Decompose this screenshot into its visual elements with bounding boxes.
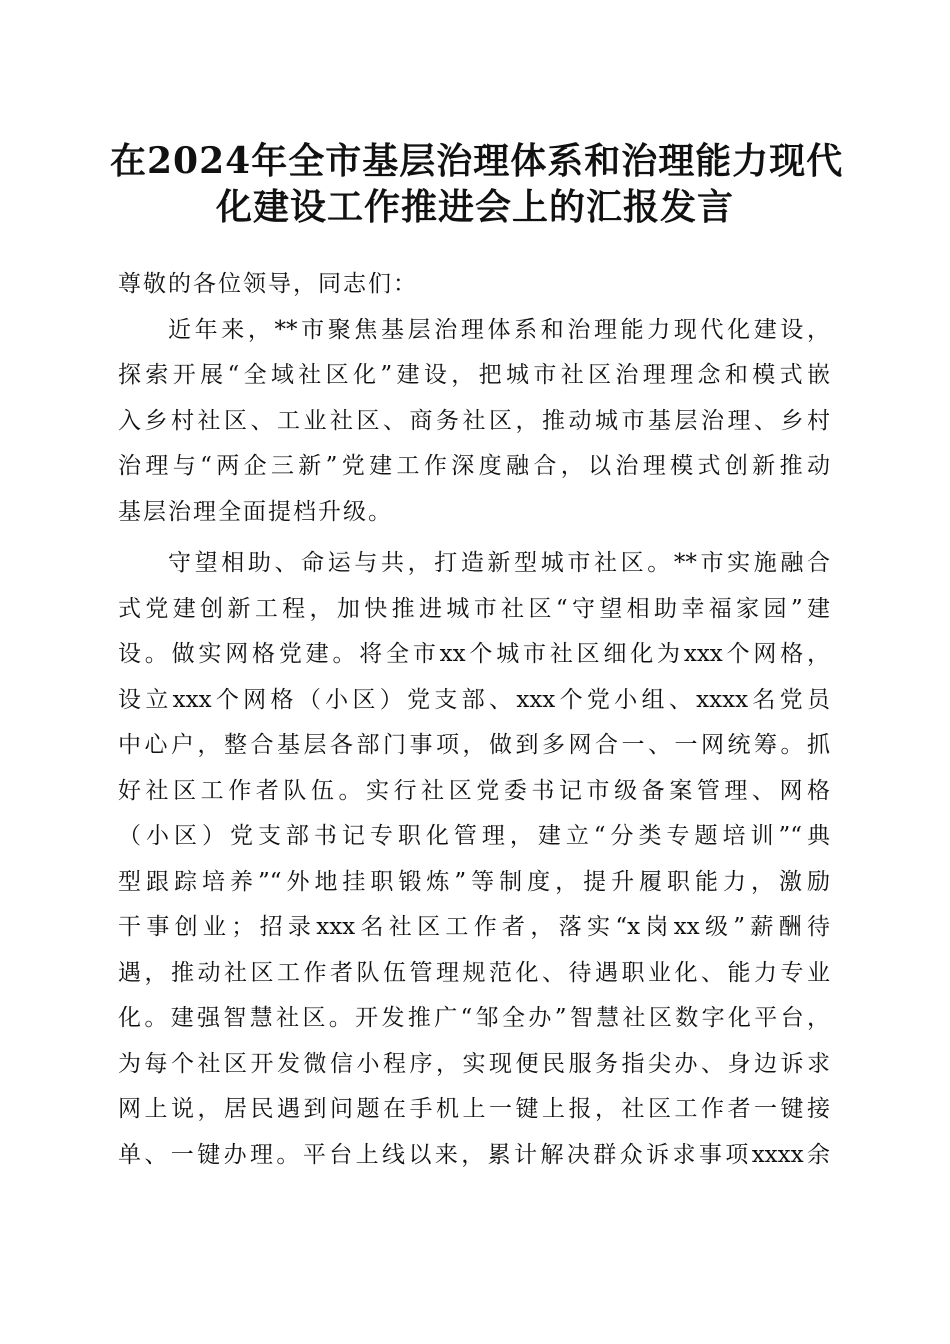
- paragraph-line: 探索开展“全域社区化”建设，把城市社区治理理念和模式嵌: [118, 362, 830, 388]
- paragraph-line: 治理与“两企三新”党建工作深度融合，以治理模式创新推动: [118, 453, 830, 479]
- paragraph-2: [118, 541, 830, 1178]
- paragraph-line: 单、一键办理。平台上线以来，累计解决群众诉求事项xxxx余: [118, 1141, 830, 1168]
- document-body: [118, 262, 830, 1178]
- title-line-2: 化建设工作推进会上的汇报发言: [215, 186, 734, 228]
- salutation: 尊敬的各位领导，同志们：: [118, 271, 418, 297]
- paragraph-line: 型跟踪培养”“外地挂职锻炼”等制度，提升履职能力，激励: [118, 868, 830, 895]
- document-title: [110, 138, 844, 230]
- paragraph-line: 入乡村社区、工业社区、商务社区，推动城市基层治理、乡村: [118, 407, 830, 434]
- paragraph-1: [118, 308, 830, 536]
- paragraph-line: 守望相助、命运与共，打造新型城市社区。**市实施融合: [168, 550, 830, 576]
- paragraph-line: 化。建强智慧社区。开发推广“邹全办”智慧社区数字化平台，: [118, 1005, 830, 1031]
- paragraph-line: 式党建创新工程，加快推进城市社区“守望相助幸福家园”建: [118, 595, 830, 622]
- paragraph-line: （小区）党支部书记专职化管理，建立“分类专题培训”“典: [118, 823, 830, 849]
- title-line-1: 在2024年全市基层治理体系和治理能力现代: [110, 140, 844, 182]
- paragraph-line: 网上说，居民遇到问题在手机上一键上报，社区工作者一键接: [118, 1096, 830, 1122]
- paragraph-line: 好社区工作者队伍。实行社区党委书记市级备案管理、网格: [118, 777, 830, 804]
- paragraph-line: 基层治理全面提档升级。: [118, 498, 393, 525]
- paragraph-line: 近年来，**市聚焦基层治理体系和治理能力现代化建设，: [168, 316, 830, 343]
- paragraph-line: 设立xxx个网格（小区）党支部、xxx个党小组、xxxx名党员: [118, 686, 830, 713]
- paragraph-line: 设。做实网格党建。将全市xx个城市社区细化为xxx个网格，: [118, 641, 830, 667]
- paragraph-line: 中心户，整合基层各部门事项，做到多网合一、一网统筹。抓: [118, 732, 830, 758]
- paragraph-line: 遇，推动社区工作者队伍管理规范化、待遇职业化、能力专业: [118, 959, 830, 986]
- paragraph-line: 为每个社区开发微信小程序，实现便民服务指尖办、身边诉求: [118, 1050, 830, 1077]
- paragraph-line: 干事创业；招录xxx名社区工作者，落实“x岗xx级”薪酬待: [118, 914, 830, 940]
